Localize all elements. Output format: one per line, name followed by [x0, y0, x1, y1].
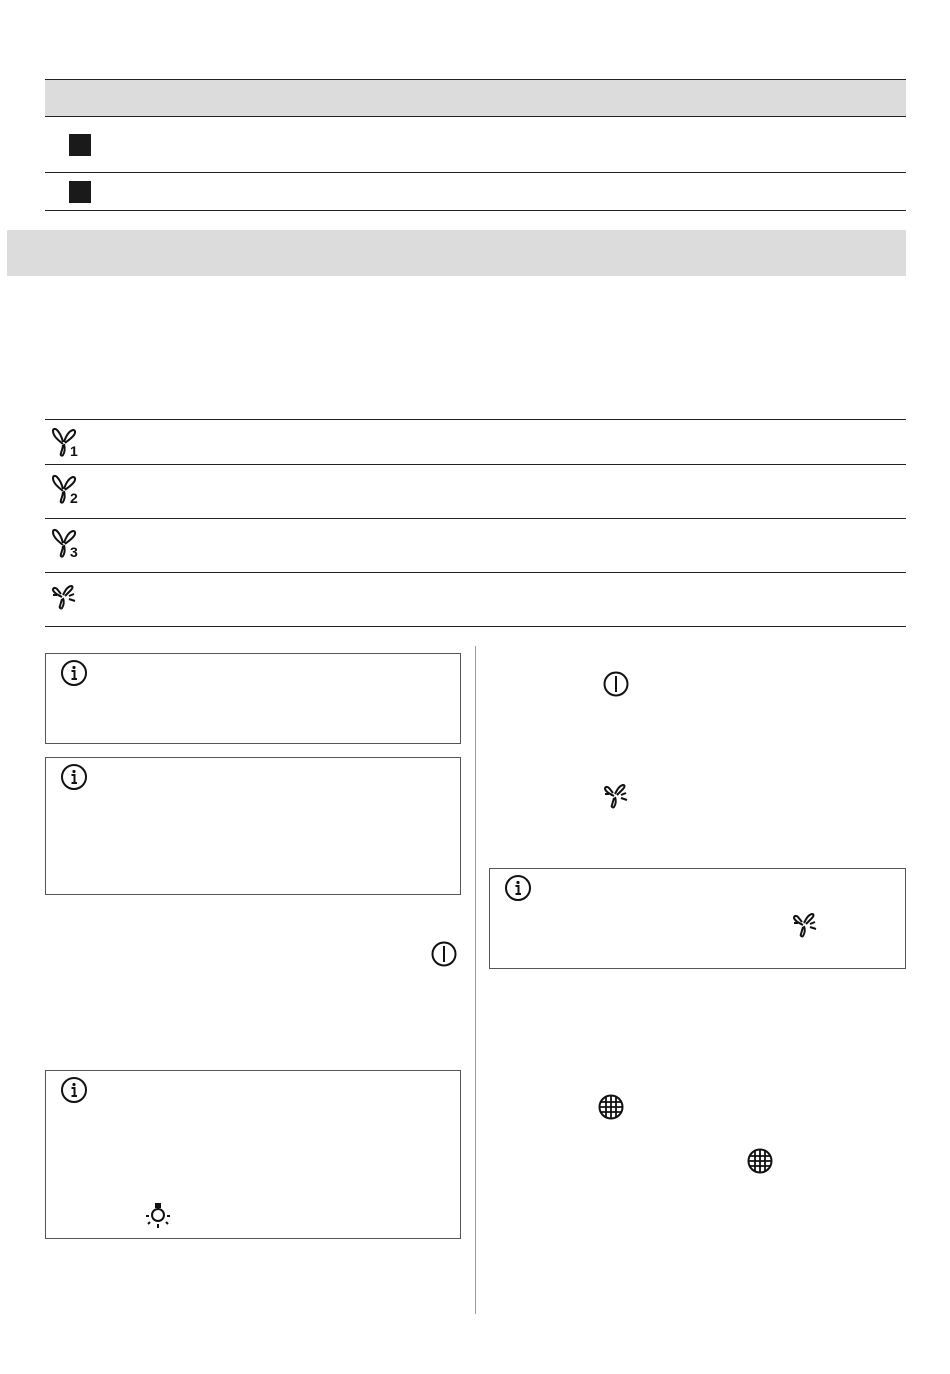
table-row: [45, 173, 906, 211]
info-icon: [60, 1076, 88, 1104]
table-row: [45, 117, 906, 173]
fan-speed-table: [45, 419, 906, 627]
fan-speed-subscript: 2: [70, 490, 78, 505]
info-note-box: [489, 868, 906, 969]
black-square-icon: [69, 181, 91, 203]
info-icon: [60, 763, 88, 791]
grid-filter-icon: [597, 1093, 625, 1121]
fan-speed-subscript: 1: [70, 443, 78, 458]
fan-speed-subscript: 3: [70, 544, 78, 559]
table-row: [45, 519, 906, 573]
table-row: [45, 573, 906, 627]
table-row: [45, 465, 906, 519]
info-icon: [504, 874, 532, 902]
top-table: [45, 79, 906, 211]
power-icon: [602, 670, 630, 698]
info-note-box: [45, 1070, 461, 1239]
info-icon: [60, 659, 88, 687]
light-bulb-icon: [143, 1201, 173, 1231]
fan-intensive-icon: [601, 782, 631, 810]
section-heading-band: [7, 230, 906, 276]
fan-speed-1-icon: [49, 426, 83, 458]
table-row: [45, 420, 906, 465]
fan-intensive-icon: [790, 911, 820, 939]
info-note-box: [45, 757, 461, 895]
table-header: [45, 79, 906, 117]
power-icon: [430, 940, 458, 968]
fan-speed-2-icon: [49, 473, 83, 505]
fan-intensive-icon: [49, 583, 79, 611]
fan-speed-3-icon: [49, 527, 83, 559]
grid-filter-icon: [746, 1147, 774, 1175]
info-note-box: [45, 653, 461, 744]
black-square-icon: [69, 134, 91, 156]
column-divider: [475, 646, 476, 1314]
